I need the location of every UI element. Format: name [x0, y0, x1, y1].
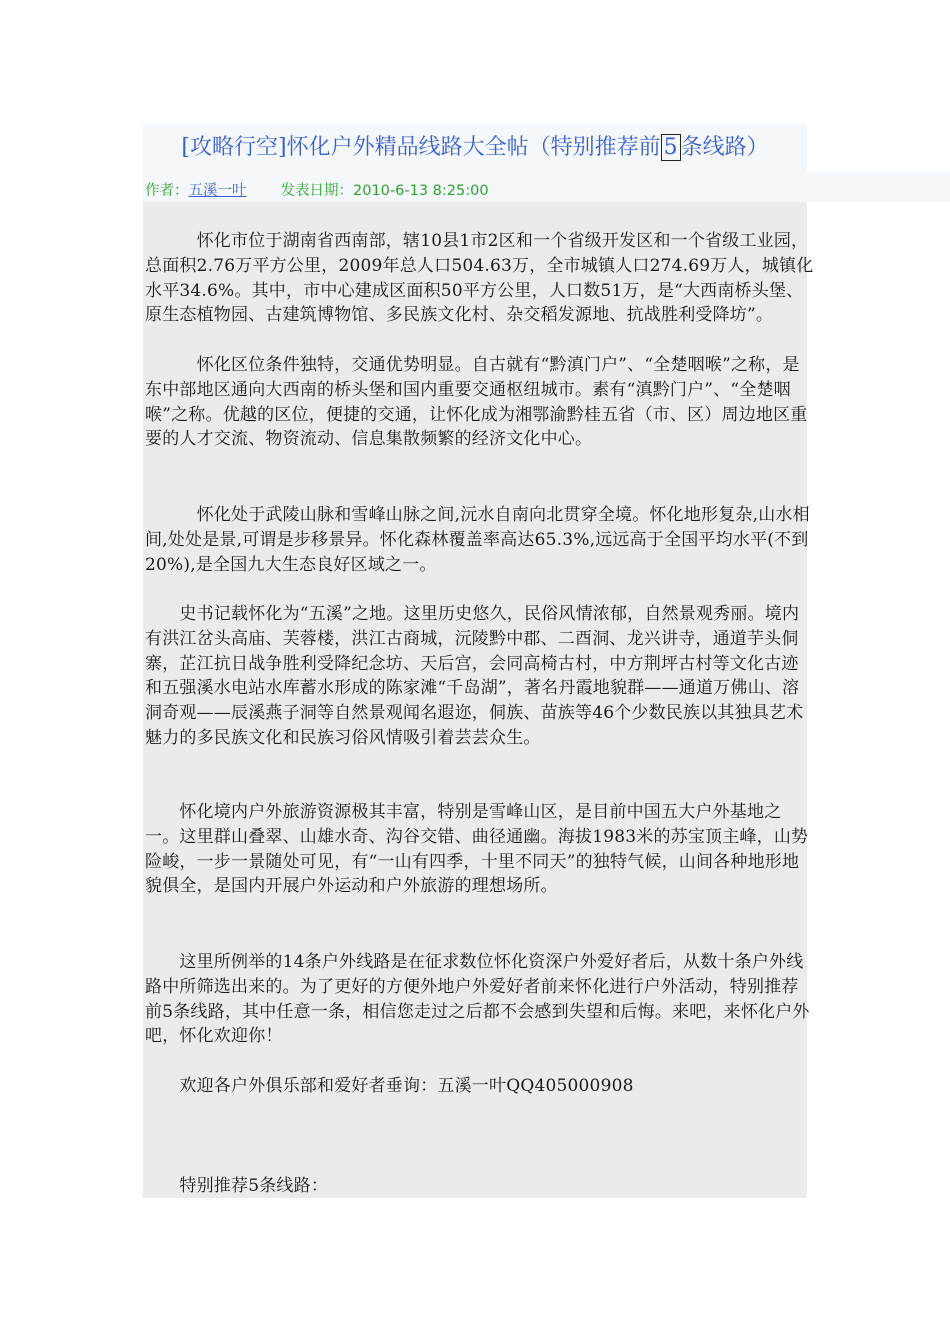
paragraph-history: 史书记载怀化为“五溪”之地。这里历史悠久，民俗风情浓郁，自然景观秀丽。境内有洪江岔头高庙、芙蓉楼，洪江古商城，沅陵黔中郡、二酉洞、龙兴讲寺，通道芋头侗寨，芷江抗日战争胜利受降纪念坊、天后宫，会同高椅古村，中方荆坪古村等文化古迹和五强溪水电站水库蓄水形成的陈家滩“千岛湖”，著名丹霞地貌群——通道万佛山、溶洞奇观——辰溪燕子洞等自然景观闻名遐迩，侗族、苗族等46个少数民族以其独具艺术魅力的多民族文化和民族习俗风情吸引着芸芸众生。 [145, 604, 804, 748]
paragraph-routes: 这里所例举的14条户外线路是在征求数位怀化资深户外爱好者后，从数十条户外线路中所筛选出来的。为了更好的方便外地户外爱好者前来怀化进行户外活动，特别推荐前5条线路，其中任意一条，相信您走过之后都不会感到失望和后悔。来吧，来怀化户外吧，怀化欢迎你！ [145, 952, 810, 1047]
paragraph-outdoor: 怀化境内户外旅游资源极其丰富，特别是雪峰山区，是目前中国五大户外基地之一。这里群山叠翠、山雄水奇、沟谷交错、曲径通幽。海拔1983米的苏宝顶主峰，山势险峻，一步一景随处可见，有“一山有四季，十里不同天”的独特气候，山间各种地形地貌俱全，是国内开展户外运动和户外旅游的理想场所。 [145, 802, 809, 897]
paragraph-intro: 怀化市位于湖南省西南部，辖10县1市2区和一个省级开发区和一个省级工业园，总面积2.76万平方公里，2009年总人口504.63万，全市城镇人口274.69万人，城镇化水平34.6%。其中，市中心建成区面积50平方公里，人口数51万，是“大西南桥头堡、原生态植物园、古建筑博物馆、多民族文化村、杂交稻发源地、抗战胜利受降坊”。 [145, 231, 814, 326]
title-prefix: [攻略行空]怀化户外精品线路大全帖（特别推荐前 [181, 135, 661, 160]
paragraph-recommend: 特别推荐5条线路： [145, 1176, 329, 1196]
paragraph-geography: 怀化处于武陵山脉和雪峰山脉之间,沅水自南向北贯穿全境。怀化地形复杂,山水相间,处处是景,可谓是步移景异。怀化森林覆盖率高达65.3%,远远高于全国平均水平(不到20%),是全国九大生态良好区域之一。 [145, 505, 810, 575]
paragraph-location: 怀化区位条件独特，交通优势明显。自古就有“黔滇门户”、“全楚咽喉”之称，是东中部地区通向大西南的桥头堡和国内重要交通枢纽城市。素有“滇黔门户”、“全楚咽喉”之称。优越的区位，便捷的交通，让怀化成为湘鄂渝黔桂五省（市、区）周边地区重要的人才交流、物资流动、信息集散频繁的经济文化中心。 [145, 355, 808, 450]
author-label: 作者： [145, 183, 189, 199]
author-link[interactable]: 五溪一叶 [188, 183, 247, 199]
paragraph-contact: 欢迎各户外俱乐部和爱好者垂询：五溪一叶QQ405000908 [145, 1076, 634, 1096]
article-meta [145, 179, 489, 200]
publish-date: 发表日期：2010-6-13 8:25:00 [280, 183, 489, 199]
title-suffix: 条线路） [680, 135, 769, 160]
title-number: 5 [661, 134, 681, 161]
article-title [143, 132, 807, 164]
